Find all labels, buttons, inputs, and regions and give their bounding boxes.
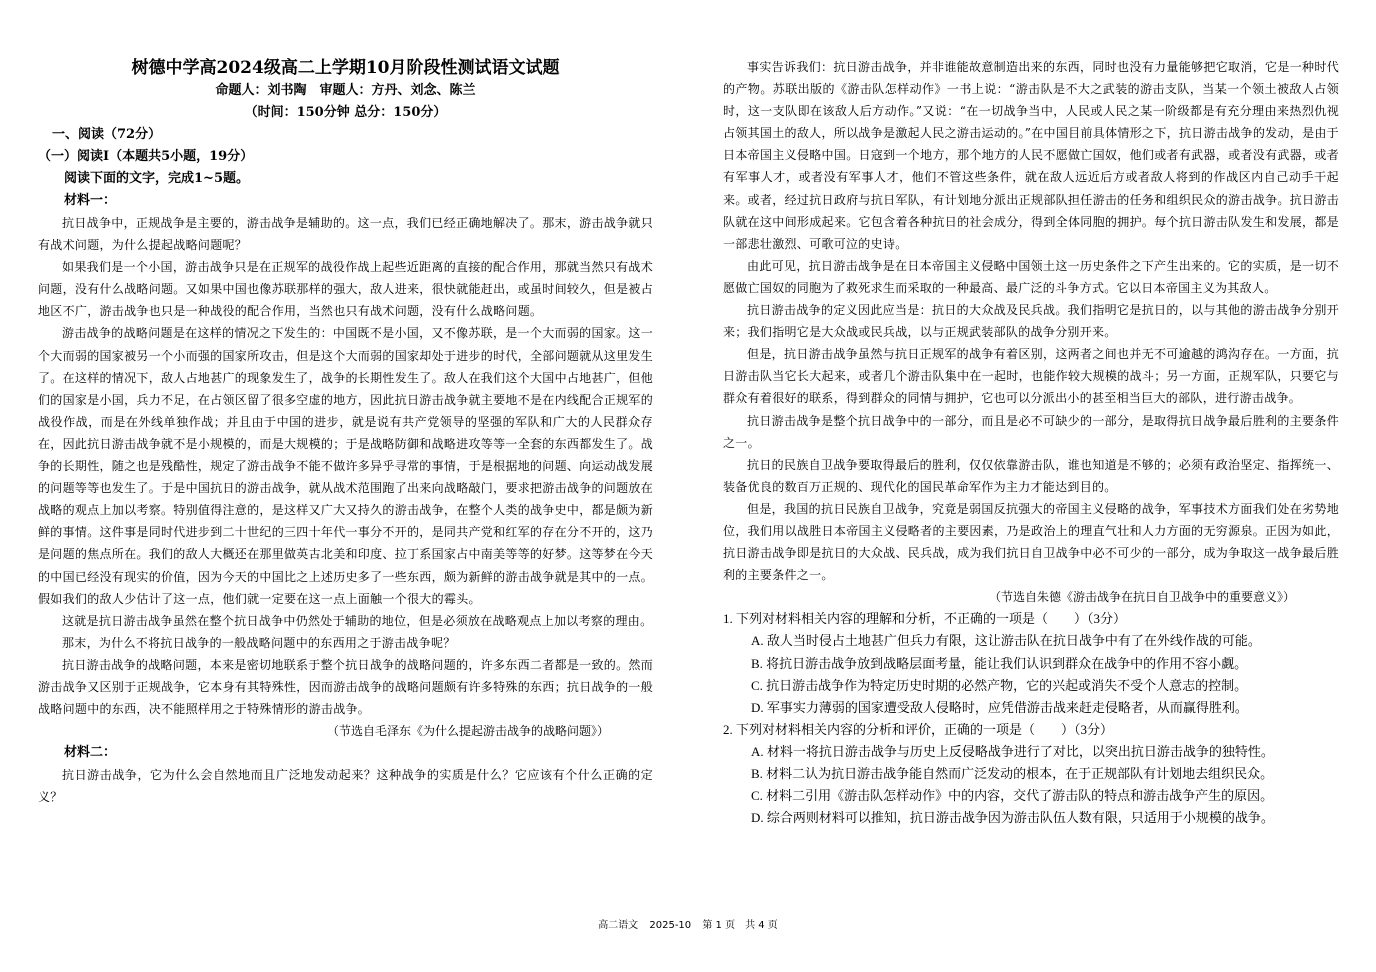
- material2-paragraph: 由此可见，抗日游击战争是在日本帝国主义侵略中国领土这一历史条件之下产生出来的。它的实质，是一切不愿做亡国奴的同胞为了救死求生而采取的一种最高、最广泛的斗争方式。它以日本帝国主义为其敌人。: [723, 258, 1339, 295]
- material2-paragraph: 抗日游击战争是整个抗日战争中的一部分，而且是必不可缺少的一部分，是取得抗日战争最后胜利的主要条件之一。: [723, 413, 1339, 450]
- material1-label: 材料一：: [64, 193, 117, 208]
- question-1-option-b: B. 将抗日游击战争放到战略层面考量，能让我们认识到群众在战争中的作用不容小觑。: [751, 655, 1248, 671]
- part-heading: （一）阅读Ⅰ（本题共5小题，19分）: [38, 149, 254, 164]
- page-footer: [0, 916, 1376, 931]
- material2-paragraph: 但是，抗日游击战争虽然与抗日正规军的战争有着区别，这两者之间也并无不可逾越的鸿沟存在。一方面，抗日游击队当它长大起来，或者几个游击队集中在一起时，也能作较大规模的战斗；另一方面，正规军队，只要它与群众有着很好的联系，得到群众的同情与拥护，它也可以分派出小的甚至相当巨大的部队，进行游击战争。: [723, 347, 1339, 406]
- material1-paragraph: 抗日战争中，正规战争是主要的，游击战争是辅助的。这一点，我们已经正确地解决了。那末，游击战争就只有战术问题，为什么提起战略问题呢？: [38, 216, 653, 253]
- section-heading: 一、阅读（72分）: [52, 127, 162, 142]
- material2-paragraph: 抗日的民族自卫战争要取得最后的胜利，仅仅依靠游击队，谁也知道是不够的；必须有政治坚定、指挥统一、装备优良的数百万正规的、现代化的国民革命军作为主力才能达到目的。: [723, 457, 1339, 494]
- instruction: 阅读下面的文字，完成1~5题。: [64, 171, 249, 186]
- footer-date: 2025-10: [649, 920, 692, 931]
- left-column: [38, 56, 653, 808]
- exam-authors: 命题人：刘书陶 审题人：方丹、刘念、陈兰: [215, 83, 476, 98]
- right-column: [723, 56, 1339, 829]
- material1-source: （节选自毛泽东《为什么提起游击战争的战略问题》）: [326, 724, 609, 739]
- material2-paragraph: 抗日游击战争的定义因此应当是：抗日的大众战及民兵战。我们指明它是抗日的，以与其他的游击战争分别开来；我们指明它是大众战或民兵战，以与正规武装部队的战争分别开来。: [723, 303, 1339, 340]
- question-1-option-d: D. 军事实力薄弱的国家遭受敌人侵略时，应凭借游击战来赶走侵略者，从而赢得胜利。: [751, 699, 1248, 715]
- material2-source: （节选自朱德《游击战争在抗日自卫战争中的重要意义》）: [988, 590, 1295, 605]
- question-1-stem: 1. 下列对材料相关内容的理解和分析，不正确的一项是（ ）（3分）: [723, 611, 1127, 627]
- question-2-option-a: A. 材料一将抗日游击战争与历史上反侵略战争进行了对比，以突出抗日游击战争的独特性。: [751, 743, 1274, 759]
- question-2-stem: 2. 下列对材料相关内容的分析和评价，正确的一项是（ ）（3分）: [723, 721, 1114, 737]
- material1-paragraph: 如果我们是一个小国，游击战争只是在正规军的战役作战上起些近距离的直接的配合作用，那就当然只有战术问题，没有什么战略问题。又如果中国也像苏联那样的强大，敌人进来，很快就能赶出，或虽时间较久，但是被占地区不广，游击战争也只是一种战役的配合作用，当然也只有战术问题，没有什么战略问题。: [38, 260, 654, 319]
- material2-paragraph: 抗日游击战争，它为什么会自然地而且广泛地发动起来？这种战争的实质是什么？它应该有个什么正确的定义？: [38, 768, 653, 805]
- material1-paragraph: 抗日游击战争的战略问题，本来是密切地联系于整个抗日战争的战略问题的，许多东西二者都是一致的。然而游击战争又区别于正规战争，它本身有其特殊性，因而游击战争的战略问题颇有许多特殊的东西；抗日战争的一般战略问题中的东西，决不能照样用之于特殊情形的游击战争。: [38, 657, 654, 717]
- question-2-option-b: B. 材料二认为抗日游击战争能自然而广泛发动的根本，在于正规部队有计划地去组织民众。: [751, 766, 1274, 781]
- exam-title: 树德中学高2024级高二上学期10月阶段性测试语文试题: [131, 58, 560, 78]
- material1-paragraph: 那末，为什么不将抗日战争的一般战略问题中的东西用之于游击战争呢？: [62, 635, 456, 650]
- material2-paragraph: 但是，我国的抗日民族自卫战争，究竟是弱国反抗强大的帝国主义侵略的战争，军事技术方面我们处在劣势地位，我们用以战胜日本帝国主义侵略者的主要因素，乃是政治上的理直气壮和人力方面的无穷源泉。正因为如此，抗日游击战争即是抗日的大众战、民兵战，成为我们抗日自卫战争中必不可少的一部分，成为争取这一战争最后胜利的主要条件之一。: [723, 501, 1339, 583]
- material2-paragraph: 事实告诉我们：抗日游击战争，并非谁能故意制造出来的东西，同时也没有力量能够把它取消，它是一种时代的产物。苏联出版的《游击队怎样动作》一书上说：“游击队是不大之武装的游击支队，当某一个领土被敌人占领时，这一支队即在该敌人后方动作。”又说：“在一切战争当中，人民或人民之某一阶级都是有充分理由来热烈仇视占领其国土的敌人，所以战争是激起人民之游击运动的。”在中国目前具体情形之下，抗日游击战争的发动，是由于日本帝国主义侵略中国。日寇到一个地方，那个地方的人民不愿做亡国奴，他们或者有武器，或者没有武器，或者有军事人才，或者没有军事人才，他们不管这些条件，就在敌人远近后方或者敌人将到的作战区内自己动手干起来。或者，经过抗日政府与抗日军队，有计划地分派出正规部队担任游击的任务和组织民众的游击战争。抗日游击队就在这中间形成起来。它包含着各种抗日的社会成分，得到全体同胞的拥护。每个抗日游击队发生和发展，都是一部悲壮激烈、可歌可泣的史诗。: [723, 60, 1339, 251]
- footer-subject: 高二语文: [598, 920, 639, 931]
- question-1-option-a: A. 敌人当时侵占土地甚广但兵力有限，这让游击队在抗日战争中有了在外线作战的可能。: [751, 633, 1261, 649]
- material1-paragraph: 游击战争的战略问题是在这样的情况之下发生的：中国既不是小国，又不像苏联，是一个大而弱的国家。这一个大而弱的国家被另一个小而强的国家所攻击，但是这个大而弱的国家却处于进步的时代，全部问题就从这里发生了。在这样的情况下，敌人占地甚广的现象发生了，战争的长期性发生了。敌人在我们这个大国中占地甚广，但他们的国家是小国，兵力不足，在占领区留了很多空虚的地方，因此抗日游击战争就主要地不是在内线配合正规军的战役作战，而是在外线单独作战；并且由于中国的进步，就是说有共产党领导的坚强的军队和广大的人民群众存在，因此抗日游击战争就不是小规模的，而是大规模的；于是战略防御和战略进攻等等一全套的东西都发生了。战争的长期性，随之也是残酷性，规定了游击战争不能不做许多异乎寻常的事情，于是根据地的问题、向运动战发展的问题等等也发生了。于是中国抗日的游击战争，就从战术范围跑了出来向战略敲门，要求把游击战争的问题放在战略的观点上加以考察。特别值得注意的，是这样又广大又持久的游击战争，在整个人类的战争史中，都是颇为新鲜的事情。这件事是同时代进步到二十世纪的三四十年代一事分不开的，是同共产党和红军的存在分不开的，这乃是问题的焦点所在。我们的敌人大概还在那里做英古北美和印度、拉丁系国家占中南美等等的好梦。这等梦在今天的中国已经没有现实的价值，因为今天的中国比之上述历史多了一些东西，颇为新鲜的游击战争就是其中的一点。假如我们的敌人少估计了这一点，他们就一定要在这一点上面触一个很大的霉头。: [38, 326, 654, 606]
- footer-page: 第 1 页 共 4 页: [702, 920, 778, 931]
- question-2-option-c: C. 材料二引用《游击队怎样动作》中的内容，交代了游击队的特点和游击战争产生的原因。: [751, 788, 1274, 804]
- material2-label: 材料二：: [64, 745, 117, 761]
- material1-paragraph: 这就是抗日游击战争虽然在整个抗日战争中仍然处于辅助的地位，但是必须放在战略观点上加以考察的理由。: [62, 613, 653, 628]
- question-2-option-d: D. 综合两则材料可以推知，抗日游击战争因为游击队伍人数有限，只适用于小规模的战争。: [751, 810, 1274, 826]
- question-1-option-c: C. 抗日游击战争作为特定历史时期的必然产物，它的兴起或消失不受个人意志的控制。: [751, 677, 1248, 693]
- exam-time-score: （时间：150分钟 总分：150分）: [244, 105, 447, 120]
